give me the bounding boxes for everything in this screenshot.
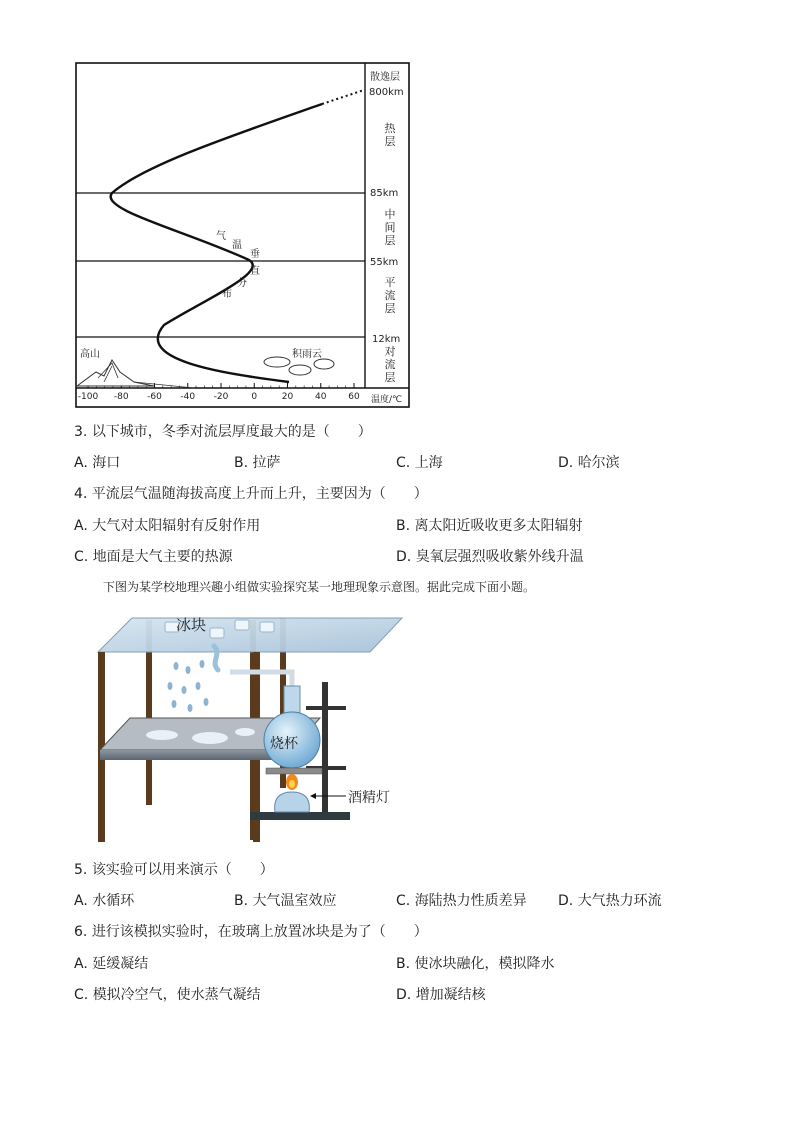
exosphere-label: 散逸层: [370, 72, 400, 83]
curve-label-char: 布: [222, 289, 232, 300]
layer-label-char: 热: [384, 122, 396, 135]
layer-label-char: 中: [384, 208, 396, 221]
curve-label-char: 直: [250, 266, 260, 277]
stand-base: [250, 812, 350, 820]
question-6: [74, 921, 428, 941]
x-tick-label: -100: [77, 392, 99, 402]
alcohol-lamp: [275, 792, 310, 812]
wire-gauze: [266, 768, 322, 774]
option-4c[interactable]: C. 地面是大气主要的热源: [74, 549, 233, 565]
x-tick-label: -60: [147, 392, 162, 402]
option-5d[interactable]: D. 大气热力环流: [558, 893, 662, 909]
ice-label: 冰块: [176, 616, 207, 634]
layer-label-char: 层: [384, 371, 396, 384]
beaker-label: 烧杯: [270, 736, 298, 752]
question-3: [74, 421, 372, 441]
question-text: 该实验可以用来演示（ ）: [91, 862, 274, 878]
stand-rod: [322, 682, 328, 817]
option-3c[interactable]: C. 上海: [396, 455, 443, 471]
thermosphere-label: [385, 121, 397, 148]
question-number: 5.: [74, 862, 88, 878]
glass-plate: [98, 618, 402, 652]
boundary-800km: 800km: [369, 87, 404, 98]
x-tick-label: 20: [281, 392, 294, 402]
option-4d[interactable]: D. 臭氧层强烈吸收紫外线升温: [396, 549, 584, 565]
mesosphere-label: [385, 207, 396, 247]
layer-label-char: 对: [384, 345, 396, 358]
experiment-intro: 下图为某学校地理兴趣小组做实验探究某一地理现象示意图。据此完成下面小题。: [103, 580, 536, 594]
question-number: 4.: [74, 486, 88, 502]
layer-label-char: 层: [384, 234, 396, 247]
option-3b[interactable]: B. 拉萨: [234, 455, 281, 471]
layer-label-char: 平: [384, 276, 396, 289]
option-4a[interactable]: A. 大气对太阳辐射有反射作用: [74, 518, 261, 534]
question-text: 进行该模拟实验时，在玻璃上放置冰块是为了（ ）: [91, 924, 428, 940]
lamp-label: 酒精灯: [348, 790, 390, 806]
experiment-illustration: [70, 600, 410, 845]
layer-label-char: 流: [384, 358, 396, 371]
option-6b[interactable]: B. 使冰块融化，模拟降水: [396, 956, 555, 972]
boundary-55km: 55km: [370, 257, 399, 268]
atmosphere-chart: [74, 60, 414, 410]
x-tick-label: -40: [180, 392, 196, 402]
cloud-label: 积雨云: [292, 349, 322, 360]
boundary-85km: 85km: [370, 188, 399, 199]
layer-label-char: 流: [384, 289, 396, 302]
stratosphere-label: [385, 276, 396, 315]
question-number: 6.: [74, 924, 88, 940]
tray-front: [100, 750, 292, 760]
option-6a[interactable]: A. 延缓凝结: [74, 956, 149, 972]
layer-label-char: 层: [384, 135, 396, 148]
x-axis-label: 温度/℃: [371, 395, 403, 405]
option-6c[interactable]: C. 模拟冷空气，使水蒸气凝结: [74, 987, 261, 1003]
troposphere-label: [385, 344, 396, 384]
question-4: [74, 483, 428, 503]
water-drops: [168, 660, 209, 712]
x-tick-label: 40: [315, 392, 327, 402]
option-3a[interactable]: A. 海口: [74, 455, 121, 471]
x-tick-label: -80: [113, 392, 129, 402]
question-text: 以下城市，冬季对流层厚度最大的是（ ）: [91, 424, 372, 440]
x-tick-label: 60: [348, 392, 360, 402]
x-tick-label: -20: [213, 392, 229, 402]
layer-label-char: 层: [384, 302, 396, 315]
option-3d[interactable]: D. 哈尔滨: [558, 455, 620, 471]
mountain-label: 高山: [80, 349, 100, 360]
question-5: [74, 859, 274, 879]
curve-label-char: 分: [237, 278, 247, 289]
curve-label-char: 垂: [250, 249, 260, 260]
flask-neck: [284, 686, 300, 714]
option-5a[interactable]: A. 水循环: [74, 893, 135, 909]
curve-label-char: 气: [216, 231, 226, 242]
layer-label-char: 间: [384, 221, 396, 234]
option-5c[interactable]: C. 海陆热力性质差异: [396, 893, 527, 909]
x-tick-label: 0: [251, 392, 258, 402]
chart-frame: [76, 63, 409, 407]
steam: [214, 646, 218, 670]
option-5b[interactable]: B. 大气温室效应: [234, 893, 337, 909]
boundary-12km: 12km: [372, 334, 401, 345]
question-text: 平流层气温随海拔高度上升而上升，主要因为（ ）: [91, 486, 428, 502]
curve-label-char: 温: [232, 240, 242, 251]
question-number: 3.: [74, 424, 88, 440]
option-6d[interactable]: D. 增加凝结核: [396, 987, 486, 1003]
option-4b[interactable]: B. 离太阳近吸收更多太阳辐射: [396, 518, 583, 534]
